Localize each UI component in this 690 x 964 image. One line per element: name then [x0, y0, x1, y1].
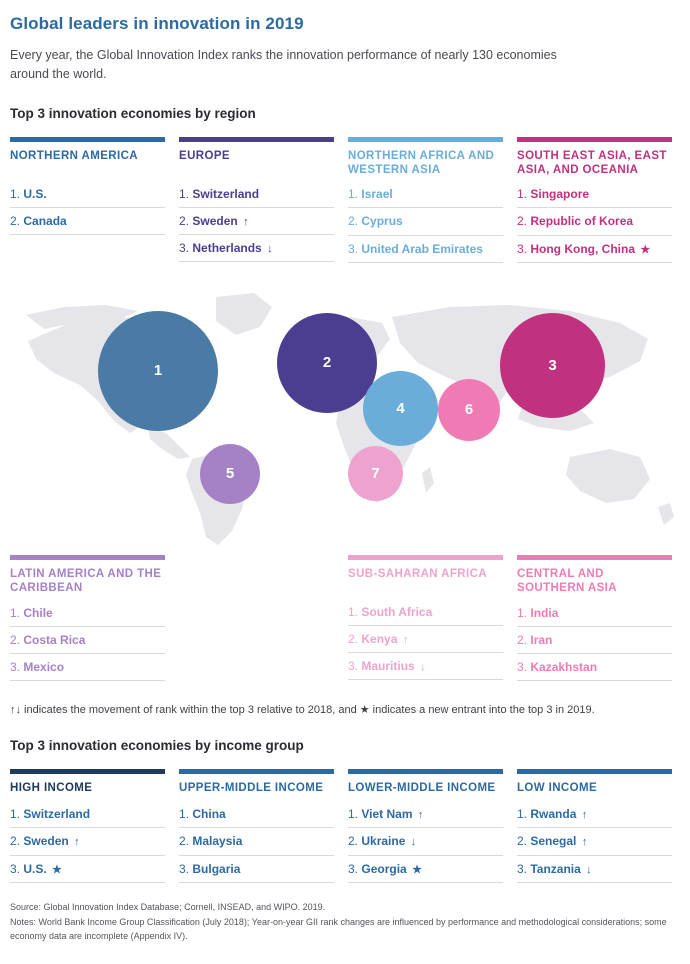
column-rule [10, 555, 165, 560]
rank-change-marker [483, 244, 485, 256]
rank-label: Costa Rica [23, 632, 86, 647]
infographic-page [0, 14, 690, 964]
rank-change-marker: ↑ [402, 634, 409, 646]
region-title: SUB-SAHARAN AFRICA [348, 567, 488, 580]
column-rule [517, 555, 672, 560]
rank-number: 3. [348, 241, 359, 256]
list-item [10, 856, 165, 883]
region-column-northern-america [10, 137, 165, 263]
rank-change-marker: ↑ [74, 836, 80, 849]
rank-number: 2. [10, 632, 21, 647]
rank-label: Hong Kong, China [530, 241, 636, 256]
region-title: NORTHERN AFRICA AND WESTERN ASIA [348, 149, 495, 176]
rank-label: Cyprus [361, 214, 403, 229]
region-grid-bottom [10, 555, 680, 681]
notes-line: Notes: World Bank Income Group Classification (July 2018); Year-on-year GII rank changes are influenced by performance and methodological considerations; some economy data are incomplete (Appendix IV). [10, 917, 667, 941]
region-title: SOUTH EAST ASIA, EAST ASIA, AND OCEANIA [517, 149, 667, 176]
rank-label: Viet Nam [361, 807, 413, 822]
region-column-europe [179, 137, 334, 263]
income-column-low-income [517, 769, 672, 883]
rank-list [517, 181, 672, 263]
rank-label: Netherlands [192, 240, 262, 255]
bubble-label: 5 [225, 465, 235, 483]
rank-label: Kazakhstan [530, 659, 598, 674]
region-title: NORTHERN AMERICA [10, 149, 138, 162]
rank-list [179, 801, 334, 883]
rank-change-marker: ★ [412, 863, 422, 876]
rank-label: Iran [530, 632, 553, 647]
rank-number: 2. [517, 214, 528, 229]
rank-label: Sweden [23, 834, 69, 849]
list-item [179, 801, 334, 828]
rank-list [10, 801, 165, 883]
rank-list [517, 600, 672, 682]
legend-note: ↑↓ indicates the movement of rank within the top 3 relative to 2018, and ★ indicates a new entrant into the top 3 in 2019. [10, 704, 595, 717]
list-item [179, 235, 334, 262]
rank-label: Malaysia [192, 834, 243, 849]
list-item [517, 181, 672, 208]
bubble-label: 3 [548, 356, 557, 374]
rank-label: Chile [23, 605, 53, 620]
list-item [10, 627, 165, 654]
rank-change-marker [597, 662, 599, 674]
list-item [10, 654, 165, 681]
rank-label: Israel [361, 187, 393, 202]
rank-number: 2. [348, 632, 359, 646]
rank-label: United Arab Emirates [361, 241, 483, 256]
rank-change-marker [633, 216, 635, 228]
rank-number: 2. [179, 213, 190, 228]
rank-number: 1. [179, 807, 190, 822]
rank-label: Switzerland [23, 807, 91, 822]
map-bubble-5 [200, 444, 260, 504]
bubble-label: 4 [396, 399, 405, 417]
rank-change-marker: ↑ [417, 809, 424, 822]
rank-label: Singapore [530, 187, 590, 202]
rank-label: India [530, 605, 559, 620]
rank-change-marker [53, 608, 55, 620]
rank-label: Canada [23, 213, 67, 228]
map-bubble-3 [500, 313, 605, 418]
rank-change-marker: ↓ [267, 242, 273, 255]
list-item [348, 653, 503, 680]
rank-change-marker: ↓ [586, 863, 592, 876]
rank-list [348, 801, 503, 883]
world-map [10, 281, 680, 551]
rank-number: 1. [348, 604, 359, 619]
list-item [517, 828, 672, 855]
map-bubble-1 [98, 311, 218, 431]
list-item [10, 828, 165, 855]
income-column-high-income [10, 769, 165, 883]
region-title: CENTRAL AND SOUTHERN ASIA [517, 567, 617, 595]
rank-label: Senegal [530, 834, 577, 849]
list-item [179, 181, 334, 208]
list-item [179, 208, 334, 235]
region-title: EUROPE [179, 149, 230, 162]
rank-number: 2. [10, 834, 21, 849]
rank-number: 1. [517, 807, 528, 822]
rank-label: U.S. [23, 186, 47, 201]
list-item [10, 181, 165, 208]
list-item [517, 801, 672, 828]
map-bubble-4 [363, 371, 438, 446]
intro-text: Every year, the Global Innovation Index ranks the innovation performance of nearly 130 economies around the world. [10, 48, 557, 81]
column-rule [348, 137, 503, 142]
rank-change-marker: ↓ [410, 836, 417, 849]
rank-number: 3. [179, 861, 190, 876]
rank-change-marker [226, 809, 228, 821]
rank-number: 1. [179, 186, 190, 201]
rank-change-marker [558, 608, 560, 620]
rank-change-marker: ↑ [243, 215, 249, 228]
rank-change-marker [393, 189, 395, 201]
rank-number: 1. [10, 605, 21, 620]
rank-label: China [192, 807, 226, 822]
column-rule [517, 769, 672, 774]
rank-change-marker: ↓ [420, 661, 426, 674]
rank-change-marker [240, 864, 242, 876]
rank-number: 2. [517, 632, 528, 647]
list-item [517, 236, 672, 263]
map-bubble-7 [348, 446, 403, 501]
income-title: LOW INCOME [517, 782, 598, 795]
section-heading-income: Top 3 innovation economies by income group [10, 738, 304, 754]
income-grid [10, 769, 680, 883]
rank-number: 2. [10, 213, 21, 228]
region-title: LATIN AMERICA AND THE CARIBBEAN [10, 567, 162, 595]
list-item [517, 654, 672, 681]
rank-number: 2. [348, 214, 359, 229]
rank-change-marker [242, 836, 244, 848]
list-item [348, 801, 503, 828]
rank-change-marker [67, 216, 69, 228]
region-column-sub-saharan-africa [348, 555, 503, 681]
rank-number: 3. [179, 240, 190, 255]
rank-change-marker [47, 189, 49, 201]
list-item [517, 627, 672, 654]
rank-number: 3. [517, 241, 528, 256]
rank-change-marker: ★ [52, 863, 62, 876]
rank-label: Mauritius [361, 659, 415, 674]
rank-label: Kenya [361, 632, 398, 646]
list-item [179, 856, 334, 883]
region-column-northern-africa-western-asia [348, 137, 503, 263]
column-rule [10, 137, 165, 142]
list-item [517, 600, 672, 627]
list-item [348, 599, 503, 626]
rank-change-marker [403, 216, 405, 228]
list-item [517, 856, 672, 883]
rank-number: 1. [517, 187, 528, 202]
region-column-south-east-asia [517, 137, 672, 263]
income-title: HIGH INCOME [10, 782, 93, 795]
list-item [348, 236, 503, 263]
page-title: Global leaders in innovation in 2019 [10, 14, 304, 33]
column-rule [179, 769, 334, 774]
rank-change-marker [259, 189, 261, 201]
map-bubble-2 [277, 313, 377, 413]
rank-number: 3. [348, 861, 359, 876]
rank-label: Ukraine [361, 834, 406, 849]
region-column-central-southern-asia [517, 555, 672, 681]
rank-list [10, 181, 165, 235]
rank-label: South Africa [361, 604, 433, 619]
rank-change-marker: ★ [640, 243, 651, 256]
bubble-label: 2 [322, 354, 332, 372]
rank-change-marker [552, 635, 554, 647]
rank-label: Sweden [192, 213, 238, 228]
rank-number: 1. [10, 186, 21, 201]
rank-list [10, 600, 165, 682]
rank-label: Mexico [23, 659, 65, 674]
rank-number: 2. [348, 834, 359, 849]
rank-label: Rwanda [530, 807, 577, 822]
list-item [348, 208, 503, 235]
region-column-spacer [179, 555, 334, 681]
region-grid-top [10, 137, 680, 263]
rank-list [517, 801, 672, 883]
rank-label: Tanzania [530, 861, 581, 876]
list-item [10, 208, 165, 235]
map-bubble-6 [438, 379, 500, 441]
income-title: LOWER-MIDDLE INCOME [348, 782, 496, 795]
rank-number: 2. [179, 834, 190, 849]
rank-change-marker [64, 662, 66, 674]
rank-number: 1. [348, 807, 359, 822]
rank-number: 1. [10, 807, 21, 822]
rank-change-marker: ↑ [581, 836, 588, 849]
income-title: UPPER-MIDDLE INCOME [179, 782, 324, 795]
section-heading-region: Top 3 innovation economies by region [10, 105, 256, 121]
list-item [10, 801, 165, 828]
rank-number: 3. [10, 659, 21, 674]
list-item [348, 828, 503, 855]
list-item [517, 208, 672, 235]
rank-label: Georgia [361, 861, 407, 876]
rank-number: 3. [10, 861, 21, 876]
source-line: Source: Global Innovation Index Database; Cornell, INSEAD, and WIPO. 2019. [10, 901, 326, 912]
bubble-label: 6 [464, 401, 474, 419]
column-rule [348, 555, 503, 560]
rank-number: 3. [517, 861, 528, 876]
rank-label: Switzerland [192, 186, 260, 201]
list-item [348, 181, 503, 208]
rank-change-marker [432, 607, 434, 619]
rank-change-marker [85, 635, 87, 647]
list-item [348, 626, 503, 653]
rank-number: 1. [517, 605, 528, 620]
region-column-latin-america [10, 555, 165, 681]
rank-number: 1. [348, 187, 359, 202]
bubble-label: 1 [153, 362, 163, 380]
rank-number: 2. [517, 834, 528, 849]
list-item [348, 856, 503, 883]
rank-number: 3. [517, 659, 528, 674]
income-column-upper-middle-income [179, 769, 334, 883]
column-rule [10, 769, 165, 774]
rank-list [179, 181, 334, 263]
rank-change-marker [589, 189, 591, 201]
rank-label: Bulgaria [192, 861, 241, 876]
column-rule [179, 137, 334, 142]
bubble-label: 7 [371, 464, 380, 482]
rank-number: 3. [348, 659, 359, 674]
column-rule [517, 137, 672, 142]
income-column-lower-middle-income [348, 769, 503, 883]
column-rule [348, 769, 503, 774]
rank-label: U.S. [23, 861, 47, 876]
rank-list [348, 599, 503, 681]
rank-list [348, 181, 503, 263]
rank-change-marker: ↑ [581, 809, 588, 822]
rank-change-marker [90, 809, 92, 821]
list-item [10, 600, 165, 627]
rank-label: Republic of Korea [530, 214, 634, 229]
list-item [179, 828, 334, 855]
